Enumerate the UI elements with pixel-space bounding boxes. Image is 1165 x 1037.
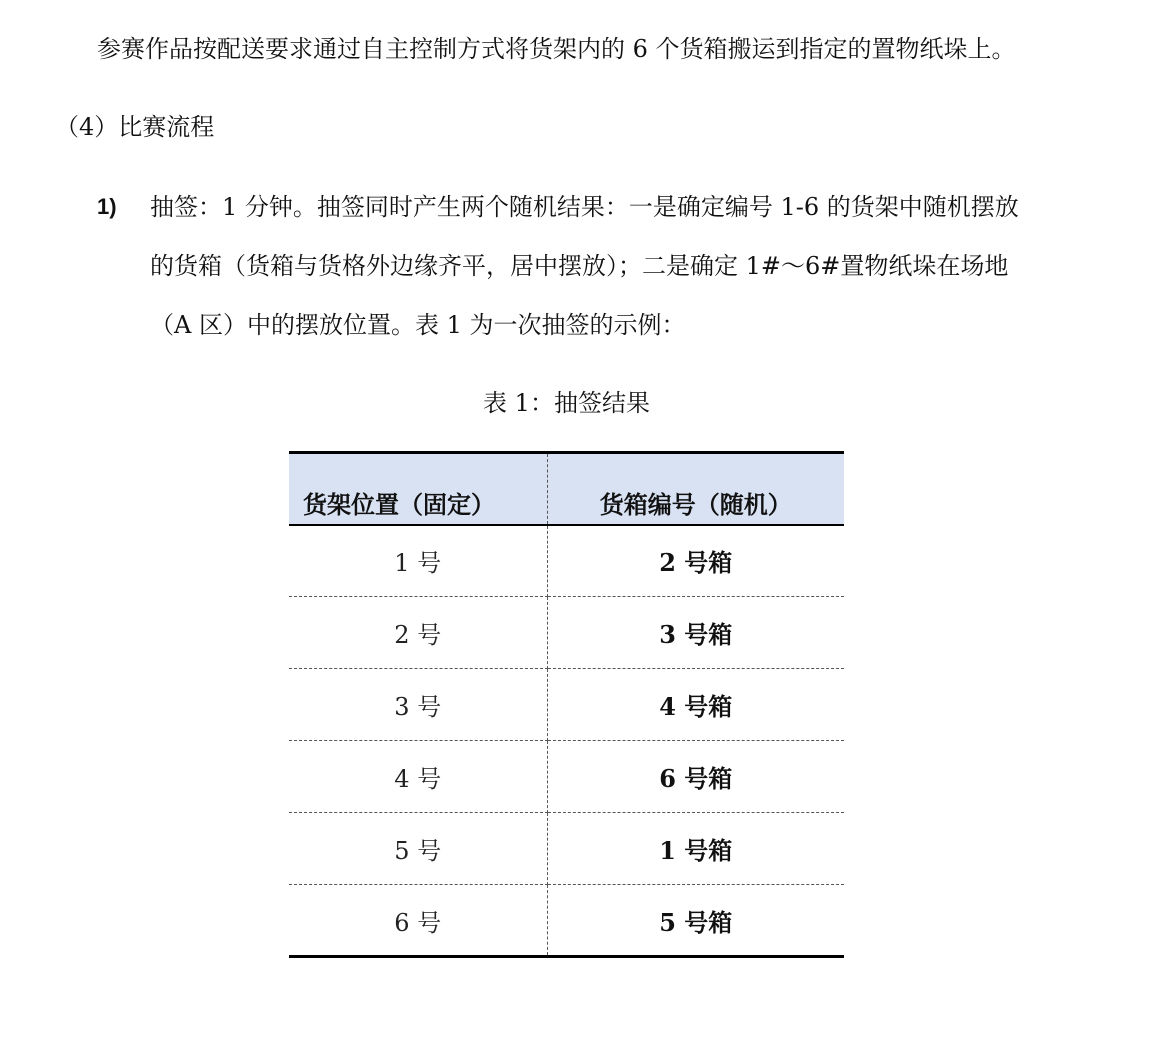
header-shelf-position: 货架位置（固定）	[289, 453, 547, 525]
table-row	[289, 741, 844, 813]
shelf-cell: 3 号	[289, 669, 547, 741]
table-header-row	[289, 453, 844, 525]
section-heading: （4）比赛流程	[55, 113, 215, 141]
box-cell: 5 号箱	[547, 885, 844, 957]
box-cell: 3 号箱	[547, 597, 844, 669]
box-cell: 4 号箱	[547, 669, 844, 741]
shelf-cell: 6 号	[289, 885, 547, 957]
list-item-number: 1)	[97, 194, 117, 219]
table-row	[289, 813, 844, 885]
table-row	[289, 885, 844, 957]
table-row	[289, 525, 844, 597]
table-caption: 表 1：抽签结果	[483, 389, 650, 417]
draw-result-table	[289, 451, 844, 958]
box-cell: 6 号箱	[547, 741, 844, 813]
header-box-number: 货箱编号（随机）	[547, 453, 844, 525]
list-item-line: 抽签：1 分钟。抽签同时产生两个随机结果：一是确定编号 1-6 的货架中随机摆放	[150, 193, 1019, 221]
table-row	[289, 597, 844, 669]
box-cell: 1 号箱	[547, 813, 844, 885]
shelf-cell: 1 号	[289, 525, 547, 597]
shelf-cell: 4 号	[289, 741, 547, 813]
shelf-cell: 2 号	[289, 597, 547, 669]
intro-paragraph: 参赛作品按配送要求通过自主控制方式将货架内的 6 个货箱搬运到指定的置物纸垛上。	[97, 35, 1016, 63]
shelf-cell: 5 号	[289, 813, 547, 885]
list-item-line: （A 区）中的摆放位置。表 1 为一次抽签的示例：	[150, 311, 686, 339]
table-row	[289, 669, 844, 741]
box-cell: 2 号箱	[547, 525, 844, 597]
list-item-line: 的货箱（货箱与货格外边缘齐平，居中摆放）；二是确定 1#～6#置物纸垛在场地	[150, 252, 1009, 280]
